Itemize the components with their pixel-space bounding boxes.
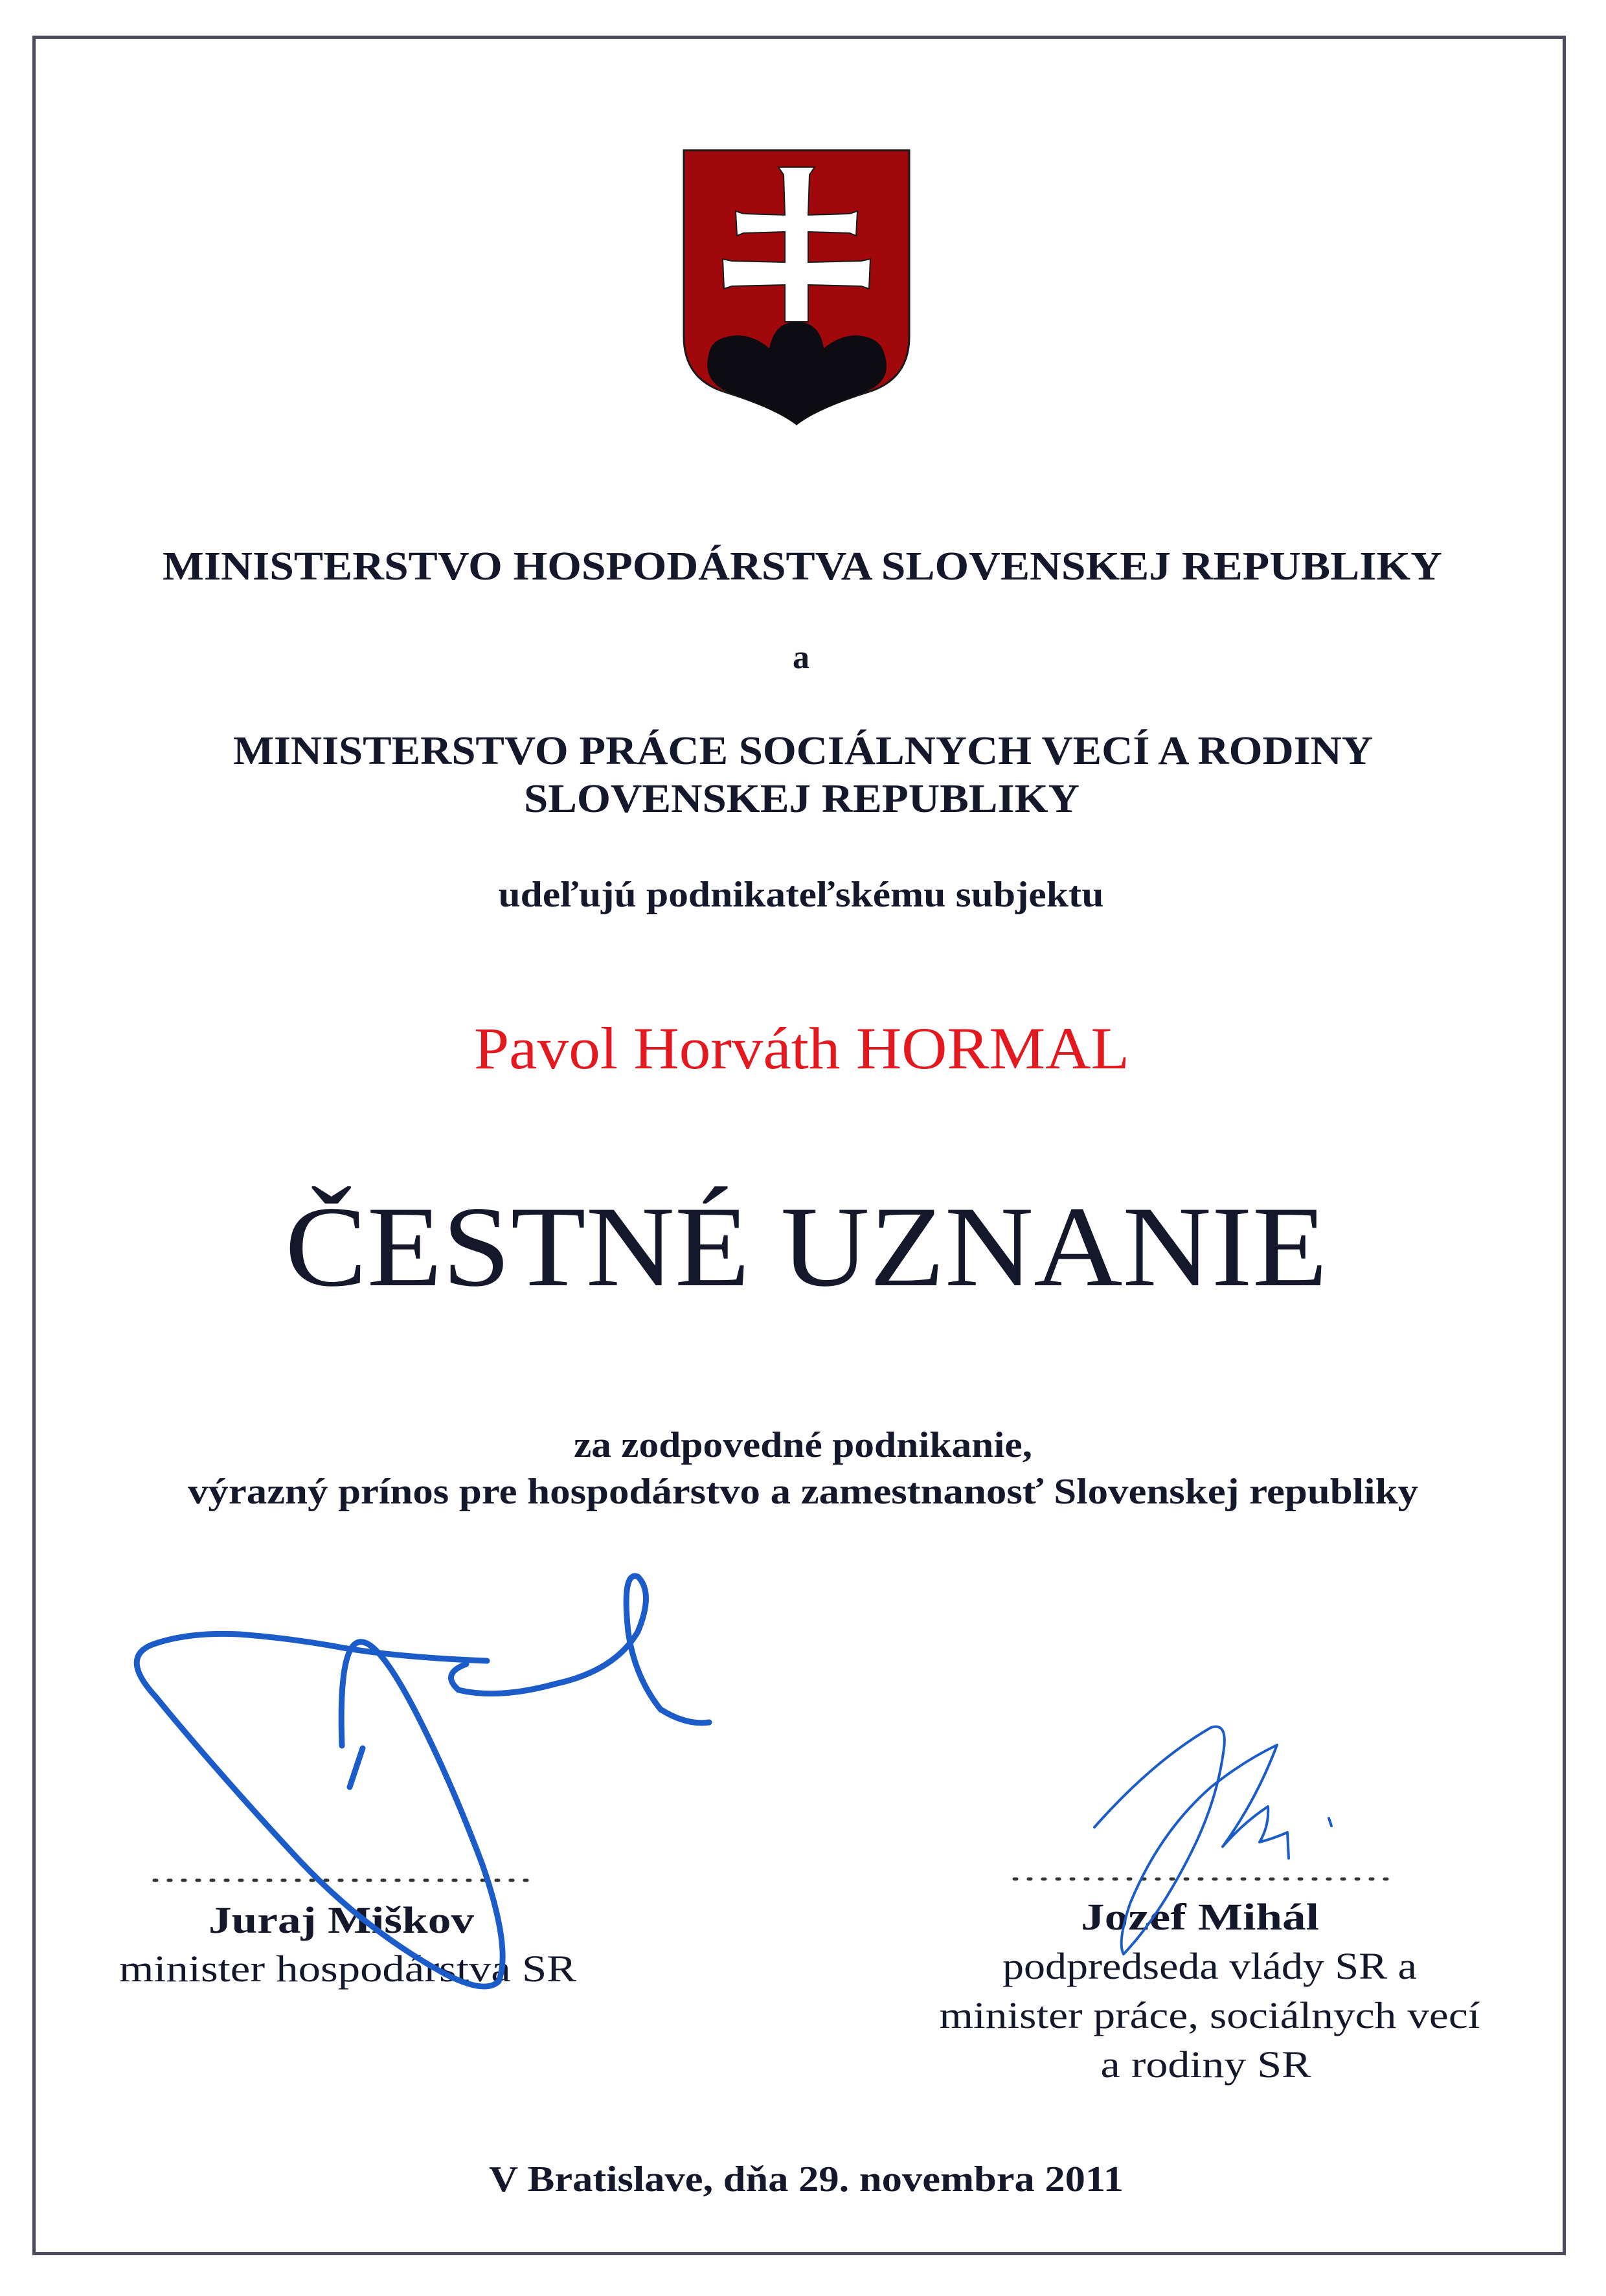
recipient-name: Pavol Horváth HORMAL xyxy=(474,1015,1129,1081)
signatory-name: Juraj Miškov xyxy=(209,1899,474,1941)
ministry-2-heading-line-1: MINISTERSTVO PRÁCE SOCIÁLNYCH VECÍ A RODINY xyxy=(233,729,1373,773)
signatory-role-line: a rodiny SR xyxy=(1100,2043,1311,2086)
signatory-left xyxy=(119,1576,709,1990)
coat-of-arms-emblem xyxy=(684,150,909,425)
award-title: ČESTNÉ UZNANIE xyxy=(285,1182,1328,1311)
signatory-role-line: minister hospodárstva SR xyxy=(119,1948,577,1990)
signatory-name: Jozef Mihál xyxy=(1081,1896,1319,1938)
shield-hills xyxy=(707,322,887,425)
signatory-role-line: podpredseda vlády SR a xyxy=(1002,1945,1417,1987)
ministry-1-heading: MINISTERSTVO HOSPODÁRSTVA SLOVENSKEJ REPUBLIKY xyxy=(163,545,1442,589)
place-date-text: V Bratislave, dňa 29. novembra 2011 xyxy=(489,2159,1124,2200)
conjunction-text: a xyxy=(793,639,809,676)
reason-line-2: výrazný prínos pre hospodárstvo a zamestnanosť Slovenskej republiky xyxy=(188,1472,1418,1512)
award-intro-text: udeľujú podnikateľskému subjektu xyxy=(498,875,1104,915)
signatory-right xyxy=(940,1727,1480,2086)
reason-line-1: za zodpovedné podnikanie, xyxy=(574,1425,1032,1465)
signatory-role-line: minister práce, sociálnych vecí xyxy=(939,1994,1480,2036)
ministry-2-heading-line-2: SLOVENSKEJ REPUBLIKY xyxy=(524,777,1080,821)
